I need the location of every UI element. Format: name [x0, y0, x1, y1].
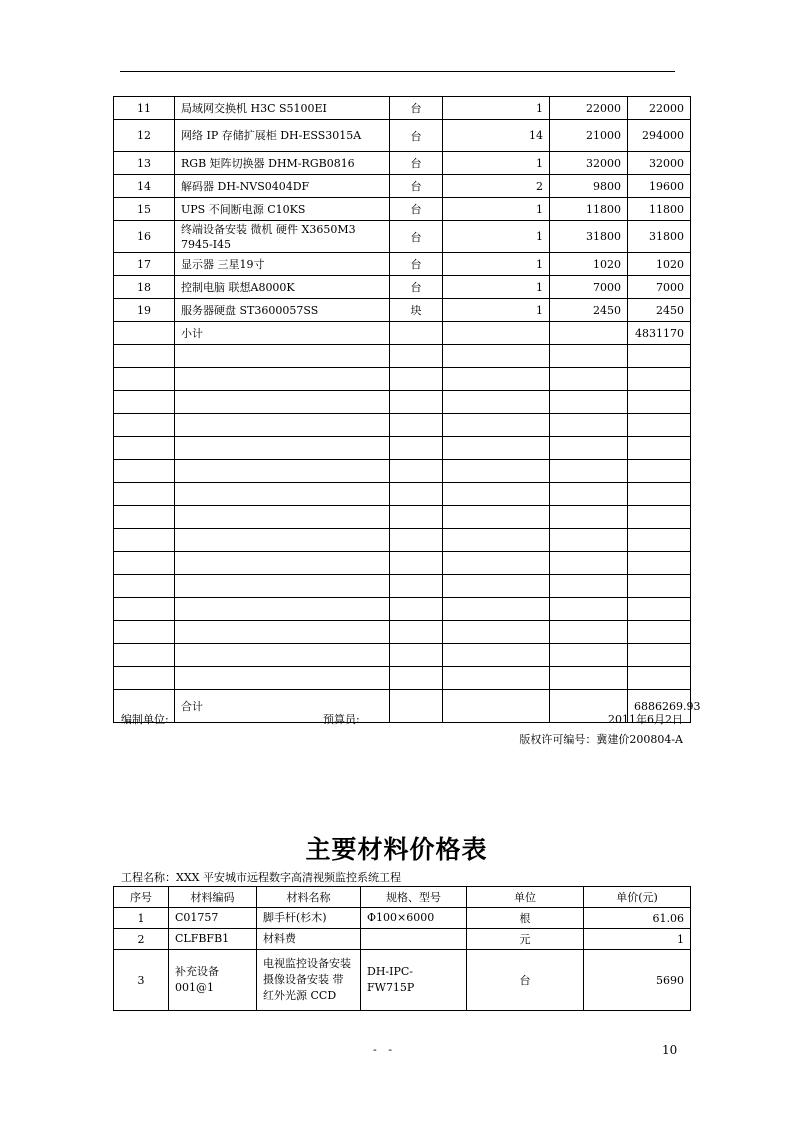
empty-cell	[443, 345, 550, 368]
material-number: 3	[114, 950, 169, 1011]
empty-cell	[175, 667, 390, 690]
item-name: 显示器 三星19寸	[175, 253, 390, 276]
item-name: UPS 不间断电源 C10KS	[175, 198, 390, 221]
item-unit: 台	[390, 221, 443, 253]
empty-row	[114, 667, 691, 690]
item-name: 网络 IP 存储扩展柜 DH-ESS3015A	[175, 120, 390, 152]
empty-cell	[628, 414, 691, 437]
empty-cell	[175, 414, 390, 437]
item-quantity: 1	[443, 276, 550, 299]
item-total: 2450	[628, 299, 691, 322]
item-unit: 台	[390, 276, 443, 299]
empty-cell	[443, 552, 550, 575]
empty-cell	[550, 575, 628, 598]
empty-row	[114, 391, 691, 414]
empty-cell	[628, 368, 691, 391]
column-header: 材料名称	[257, 887, 361, 908]
equipment-cost-table	[113, 96, 701, 723]
empty-cell	[550, 414, 628, 437]
empty-cell	[390, 460, 443, 483]
empty-cell	[443, 621, 550, 644]
empty-cell	[550, 391, 628, 414]
empty-cell	[628, 437, 691, 460]
material-name: 脚手杆(杉木)	[257, 908, 361, 929]
item-number: 12	[114, 120, 175, 152]
item-quantity: 1	[443, 198, 550, 221]
item-quantity: 1	[443, 152, 550, 175]
material-unit: 元	[467, 929, 584, 950]
empty-cell	[443, 598, 550, 621]
empty-row	[114, 598, 691, 621]
empty-cell	[114, 621, 175, 644]
item-quantity: 1	[443, 97, 550, 120]
empty-cell	[175, 437, 390, 460]
material-spec: DH-IPC-FW715P	[361, 950, 467, 1011]
material-price: 1	[584, 929, 691, 950]
item-total: 11800	[628, 198, 691, 221]
table-row	[114, 299, 691, 322]
empty-row	[114, 345, 691, 368]
item-number: 18	[114, 276, 175, 299]
item-name: 局域网交换机 H3C S5100EI	[175, 97, 390, 120]
empty-cell	[390, 368, 443, 391]
materials-header-row	[114, 887, 691, 908]
empty-row	[114, 506, 691, 529]
material-unit: 根	[467, 908, 584, 929]
empty-cell	[390, 322, 443, 345]
empty-cell	[175, 345, 390, 368]
item-total: 19600	[628, 175, 691, 198]
license-number: 版权许可编号：冀建价200804-A	[519, 733, 683, 746]
materials-title: 主要材料价格表	[305, 835, 488, 864]
item-name: 控制电脑 联想A8000K	[175, 276, 390, 299]
empty-cell	[550, 552, 628, 575]
empty-cell	[628, 345, 691, 368]
empty-cell	[443, 506, 550, 529]
empty-cell	[114, 506, 175, 529]
material-spec	[361, 929, 467, 950]
empty-cell	[390, 552, 443, 575]
empty-cell	[114, 552, 175, 575]
project-name: 工程名称：XXX 平安城市远程数字高清视频监控系统工程	[121, 871, 401, 884]
subtotal-value: 4831170	[628, 322, 691, 345]
empty-cell	[175, 368, 390, 391]
item-total: 32000	[628, 152, 691, 175]
empty-cell	[390, 529, 443, 552]
materials-price-table	[113, 886, 691, 1011]
empty-cell	[114, 345, 175, 368]
item-unit-price: 7000	[550, 276, 628, 299]
table-row	[114, 221, 691, 253]
empty-cell	[443, 529, 550, 552]
empty-row	[114, 529, 691, 552]
material-name: 电视监控设备安装 摄像设备安装 带红外光源 CCD	[257, 950, 361, 1011]
empty-cell	[443, 483, 550, 506]
compiler-label: 编制单位:	[121, 713, 169, 726]
empty-cell	[175, 460, 390, 483]
estimator-label: 预算员:	[323, 713, 360, 726]
empty-cell	[390, 575, 443, 598]
empty-cell	[550, 529, 628, 552]
item-unit: 台	[390, 97, 443, 120]
table-row	[114, 253, 691, 276]
empty-cell	[550, 483, 628, 506]
column-header: 材料编码	[169, 887, 257, 908]
table-row	[114, 175, 691, 198]
empty-cell	[175, 529, 390, 552]
empty-cell	[390, 437, 443, 460]
empty-cell	[550, 368, 628, 391]
empty-cell	[390, 506, 443, 529]
empty-cell	[443, 437, 550, 460]
item-total: 22000	[628, 97, 691, 120]
page-dots: - -	[373, 1043, 396, 1056]
table-row	[114, 152, 691, 175]
item-quantity: 2	[443, 175, 550, 198]
table-row	[114, 276, 691, 299]
empty-cell	[114, 322, 175, 345]
empty-cell	[628, 552, 691, 575]
empty-cell	[550, 322, 628, 345]
material-price: 61.06	[584, 908, 691, 929]
empty-cell	[628, 621, 691, 644]
empty-cell	[443, 690, 550, 723]
material-name: 材料费	[257, 929, 361, 950]
column-header: 规格、型号	[361, 887, 467, 908]
item-unit: 块	[390, 299, 443, 322]
empty-row	[114, 483, 691, 506]
item-unit-price: 22000	[550, 97, 628, 120]
grand-total-label: 合计	[175, 690, 390, 723]
empty-cell	[628, 529, 691, 552]
empty-cell	[628, 598, 691, 621]
header-rule	[120, 71, 675, 72]
empty-cell	[114, 437, 175, 460]
empty-cell	[175, 598, 390, 621]
empty-cell	[550, 621, 628, 644]
empty-cell	[390, 391, 443, 414]
item-unit-price: 1020	[550, 253, 628, 276]
empty-cell	[114, 529, 175, 552]
item-number: 14	[114, 175, 175, 198]
empty-row	[114, 460, 691, 483]
item-name: RGB 矩阵切换器 DHM-RGB0816	[175, 152, 390, 175]
material-spec: Φ100×6000	[361, 908, 467, 929]
item-quantity: 1	[443, 299, 550, 322]
empty-row	[114, 575, 691, 598]
empty-cell	[175, 644, 390, 667]
item-unit-price: 31800	[550, 221, 628, 253]
empty-cell	[175, 483, 390, 506]
table-row	[114, 950, 691, 1011]
item-unit: 台	[390, 120, 443, 152]
empty-cell	[443, 368, 550, 391]
grand-total-row	[114, 690, 691, 723]
material-number: 2	[114, 929, 169, 950]
empty-cell	[114, 414, 175, 437]
item-name: 终端设备安装 微机 硬件 X3650M3 7945-I45	[175, 221, 390, 253]
item-total: 31800	[628, 221, 691, 253]
empty-cell	[628, 575, 691, 598]
item-unit-price: 2450	[550, 299, 628, 322]
empty-cell	[114, 483, 175, 506]
item-total: 7000	[628, 276, 691, 299]
item-unit: 台	[390, 253, 443, 276]
empty-cell	[114, 667, 175, 690]
page-number: 10	[662, 1043, 678, 1057]
empty-cell	[443, 644, 550, 667]
item-total: 294000	[628, 120, 691, 152]
table-row	[114, 929, 691, 950]
empty-cell	[550, 437, 628, 460]
empty-row	[114, 437, 691, 460]
empty-cell	[175, 575, 390, 598]
item-number: 15	[114, 198, 175, 221]
empty-cell	[550, 506, 628, 529]
empty-cell	[175, 506, 390, 529]
subtotal-label: 小计	[175, 322, 390, 345]
item-quantity: 14	[443, 120, 550, 152]
column-header: 序号	[114, 887, 169, 908]
material-price: 5690	[584, 950, 691, 1011]
empty-cell	[443, 414, 550, 437]
empty-cell	[550, 598, 628, 621]
empty-cell	[390, 644, 443, 667]
item-quantity: 1	[443, 253, 550, 276]
table-row	[114, 120, 691, 152]
empty-cell	[443, 322, 550, 345]
empty-cell	[114, 575, 175, 598]
item-number: 11	[114, 97, 175, 120]
subtotal-row	[114, 322, 691, 345]
item-number: 13	[114, 152, 175, 175]
empty-cell	[175, 552, 390, 575]
empty-row	[114, 621, 691, 644]
material-code: CLFBFB1	[169, 929, 257, 950]
empty-cell	[390, 690, 443, 723]
item-unit-price: 32000	[550, 152, 628, 175]
empty-cell	[390, 345, 443, 368]
empty-cell	[443, 391, 550, 414]
empty-row	[114, 552, 691, 575]
item-number: 17	[114, 253, 175, 276]
date-text: 2011年6月2日	[608, 713, 683, 726]
material-code: C01757	[169, 908, 257, 929]
empty-cell	[114, 644, 175, 667]
column-header: 单位	[467, 887, 584, 908]
empty-cell	[628, 506, 691, 529]
item-number: 19	[114, 299, 175, 322]
material-unit: 台	[467, 950, 584, 1011]
item-unit: 台	[390, 198, 443, 221]
material-code: 补充设备 001@1	[169, 950, 257, 1011]
empty-cell	[628, 460, 691, 483]
empty-row	[114, 368, 691, 391]
item-name: 解码器 DH-NVS0404DF	[175, 175, 390, 198]
empty-cell	[628, 483, 691, 506]
item-unit-price: 21000	[550, 120, 628, 152]
table-row	[114, 97, 691, 120]
item-unit-price: 9800	[550, 175, 628, 198]
empty-cell	[114, 368, 175, 391]
item-name: 服务器硬盘 ST3600057SS	[175, 299, 390, 322]
empty-cell	[628, 391, 691, 414]
empty-cell	[550, 345, 628, 368]
empty-row	[114, 414, 691, 437]
material-number: 1	[114, 908, 169, 929]
item-unit: 台	[390, 175, 443, 198]
item-unit-price: 11800	[550, 198, 628, 221]
empty-cell	[443, 460, 550, 483]
empty-cell	[114, 460, 175, 483]
empty-row	[114, 644, 691, 667]
empty-cell	[390, 667, 443, 690]
empty-cell	[390, 598, 443, 621]
empty-cell	[550, 667, 628, 690]
empty-cell	[390, 414, 443, 437]
empty-cell	[114, 598, 175, 621]
empty-cell	[628, 667, 691, 690]
empty-cell	[550, 644, 628, 667]
table-row	[114, 198, 691, 221]
column-header: 单价(元)	[584, 887, 691, 908]
empty-cell	[175, 391, 390, 414]
empty-cell	[114, 391, 175, 414]
empty-cell	[390, 483, 443, 506]
grand-total-value: 6886269.93	[628, 690, 691, 723]
item-number: 16	[114, 221, 175, 253]
empty-cell	[175, 621, 390, 644]
table-row	[114, 908, 691, 929]
empty-cell	[443, 667, 550, 690]
empty-cell	[390, 621, 443, 644]
empty-cell	[628, 644, 691, 667]
item-quantity: 1	[443, 221, 550, 253]
empty-cell	[443, 575, 550, 598]
item-total: 1020	[628, 253, 691, 276]
item-unit: 台	[390, 152, 443, 175]
empty-cell	[550, 460, 628, 483]
